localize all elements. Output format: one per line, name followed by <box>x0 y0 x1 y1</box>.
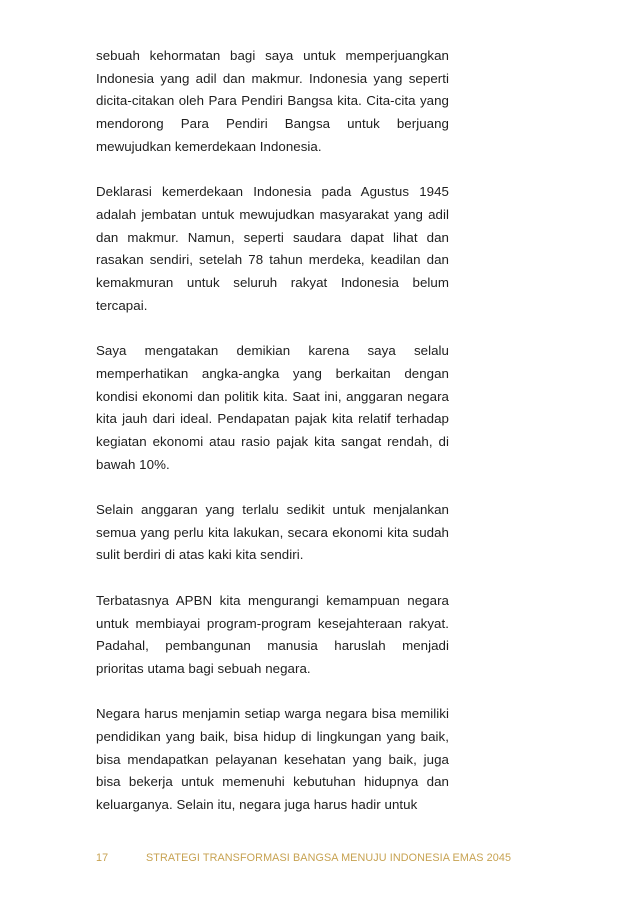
paragraph: Terbatasnya APBN kita mengurangi kemampuan negara untuk membiayai program-program kesejahteraan rakyat. Padahal, pembangunan manusia haruslah menjadi prioritas utama bagi sebuah negara. <box>96 592 449 676</box>
running-title: STRATEGI TRANSFORMASI BANGSA MENUJU INDONESIA EMAS 2045 <box>146 852 512 864</box>
paragraph: Selain anggaran yang terlalu sedikit untuk menjalankan semua yang perlu kita lakukan, secara ekonomi kita sudah sulit berdiri di atas kaki kita sendiri. <box>96 502 449 563</box>
paragraph: Negara harus menjamin setiap warga negara bisa memiliki pendidikan yang baik, bisa hidup di lingkungan yang baik, bisa mendapatkan pelayanan kesehatan yang baik, juga bisa bekerja untuk memenuhi kebutuhan hidupnya dan keluarganya. Selain itu, negara juga harus hadir untuk <box>96 706 449 813</box>
page-number: 17 <box>96 852 109 864</box>
body-text <box>96 45 449 817</box>
paragraph: Deklarasi kemerdekaan Indonesia pada Agustus 1945 adalah jembatan untuk mewujudkan masyarakat yang adil dan makmur. Namun, seperti saudara dapat lihat dan rasakan sendiri, setelah 78 tahun merdeka, keadilan dan kemakmuran untuk seluruh rakyat Indonesia belum tercapai. <box>96 184 449 313</box>
paragraph: Saya mengatakan demikian karena saya selalu memperhatikan angka-angka yang berkaitan dengan kondisi ekonomi dan politik kita. Saat ini, anggaran negara kita jauh dari ideal. Pendapatan pajak kita relatif terhadap kegiatan ekonomi atau rasio pajak kita sangat rendah, di bawah 10%. <box>96 343 449 472</box>
paragraph: sebuah kehormatan bagi saya untuk memperjuangkan Indonesia yang adil dan makmur. Indonesia yang seperti dicita-citakan oleh Para Pendiri Bangsa kita. Cita-cita yang mendorong Para Pendiri Bangsa untuk berjuang mewujudkan kemerdekaan Indonesia. <box>96 48 449 154</box>
